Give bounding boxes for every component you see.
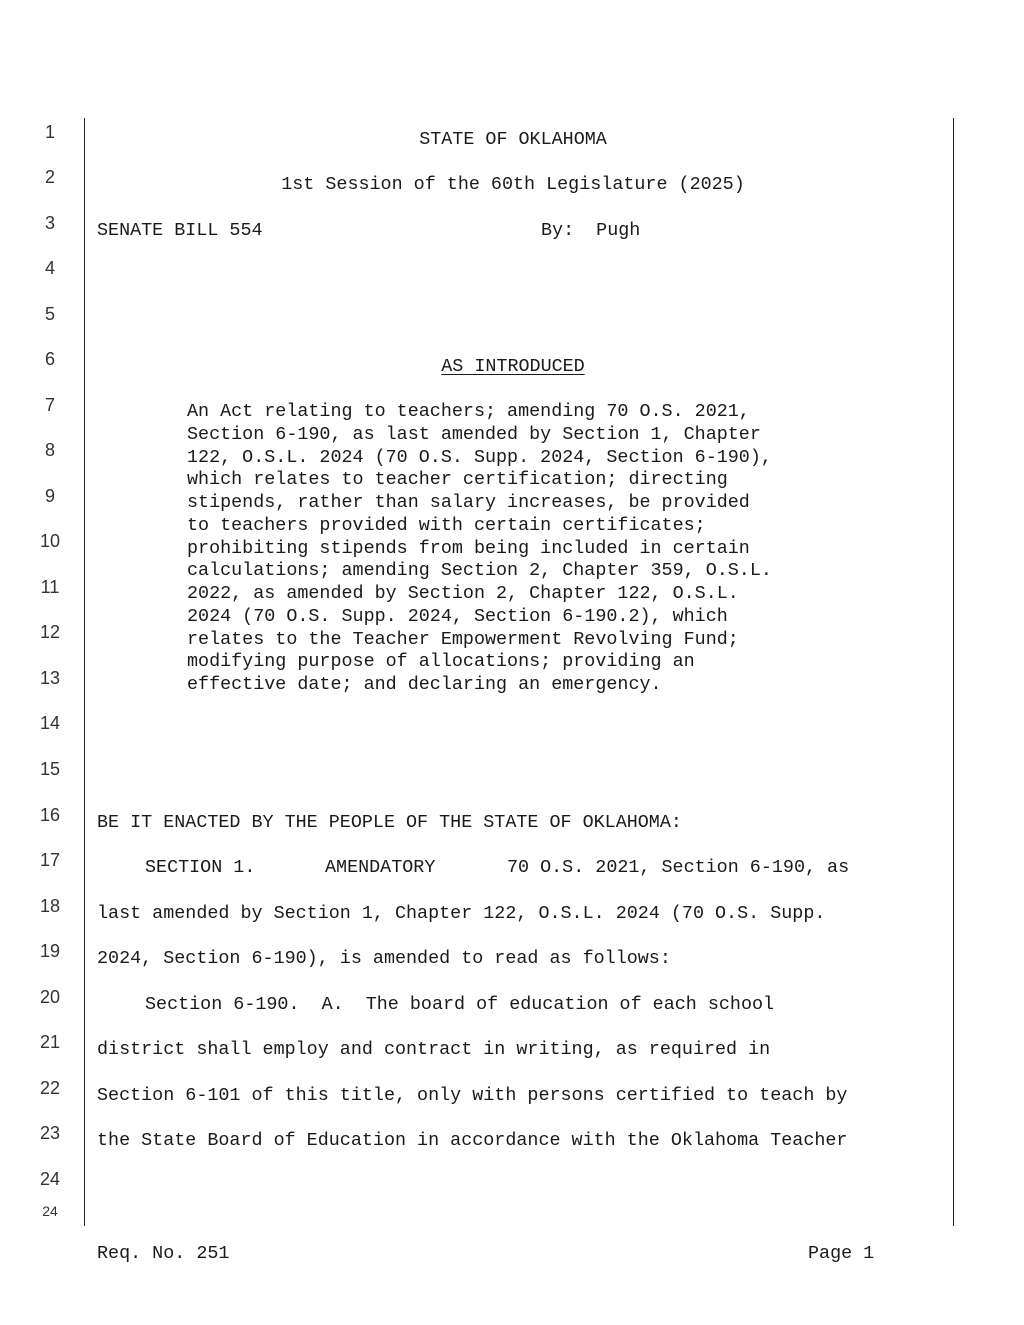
page-number: Page 1 [808,1243,875,1264]
body-line: Section 6-190. A. The board of education of each school [145,994,775,1015]
abstract-line: which relates to teacher certification; directing [187,469,728,491]
line-number: 4 [44,258,55,278]
line-number: 14 [39,713,61,733]
abstract-line: 122, O.S.L. 2024 (70 O.S. Supp. 2024, Section 6-190), [187,446,772,468]
abstract-line: 2024 (70 O.S. Supp. 2024, Section 6-190.2), which [187,605,728,627]
body-line: last amended by Section 1, Chapter 122, O.S.L. 2024 (70 O.S. Supp. [97,903,826,924]
line-number: 20 [39,987,61,1007]
section-citation: 70 O.S. 2021, Section 6-190, as [507,857,850,878]
line-number: 5 [44,304,55,324]
bill-status-label: AS INTRODUCED [441,356,585,377]
abstract-line: Section 6-190, as last amended by Section 1, Chapter [187,423,761,445]
enacting-clause: BE IT ENACTED BY THE PEOPLE OF THE STATE OF OKLAHOMA: [97,812,682,833]
abstract-line: relates to the Teacher Empowerment Revolving Fund; [187,628,739,650]
line-number: 3 [44,213,55,233]
body-line: Section 6-101 of this title, only with persons certified to teach by [97,1085,848,1106]
body-line: 2024, Section 6-190), is amended to read as follows: [97,948,671,969]
line-number: 16 [39,805,61,825]
abstract-line: modifying purpose of allocations; providing an [187,651,695,673]
bill-author: By: Pugh [541,220,641,241]
line-number: 15 [39,759,61,779]
bill-status [97,356,929,378]
abstract-line: calculations; amending Section 2, Chapter 359, O.S.L. [187,560,772,582]
abstract-line: stipends, rather than salary increases, be provided [187,492,750,513]
line-number: 22 [39,1078,61,1098]
bill-number: SENATE BILL 554 [97,220,263,241]
line-number: 21 [39,1032,61,1052]
right-margin-rule [953,118,954,1226]
section-type: AMENDATORY [325,857,436,878]
line-number: 8 [44,440,55,460]
abstract-line: An Act relating to teachers; amending 70 O.S. 2021, [187,401,750,422]
line-number: 13 [39,668,61,688]
line-number: 18 [39,896,61,916]
state-heading: STATE OF OKLAHOMA [419,129,607,150]
line-number: 7 [44,395,55,415]
line-number: 10 [39,531,61,551]
bill-abstract [187,401,772,697]
line-number: 19 [39,941,61,961]
abstract-line: to teachers provided with certain certificates; [187,514,706,536]
body-line: district shall employ and contract in writing, as required in [97,1039,771,1060]
line-number: 6 [44,349,55,369]
line-number: 12 [39,622,61,642]
request-number: Req. No. 251 [97,1243,230,1264]
line-number: 9 [44,486,55,506]
body-line: the State Board of Education in accordance with the Oklahoma Teacher [97,1130,848,1151]
session-heading: 1st Session of the 60th Legislature (2025) [281,174,745,195]
section-label: SECTION 1. [145,857,256,878]
abstract-line: prohibiting stipends from being included in certain [187,537,750,559]
line-number: 11 [40,577,60,597]
line-number: 23 [39,1123,61,1143]
line-number: 2 [44,167,55,187]
line-number-clipped: 24 [42,1203,58,1219]
line-number: 17 [39,850,61,870]
line-number: 1 [44,122,55,142]
abstract-line: 2022, as amended by Section 2, Chapter 122, O.S.L. [187,583,739,604]
line-number: 24 [39,1169,61,1189]
left-margin-rule [84,118,85,1226]
abstract-line: effective date; and declaring an emergency. [187,674,662,695]
